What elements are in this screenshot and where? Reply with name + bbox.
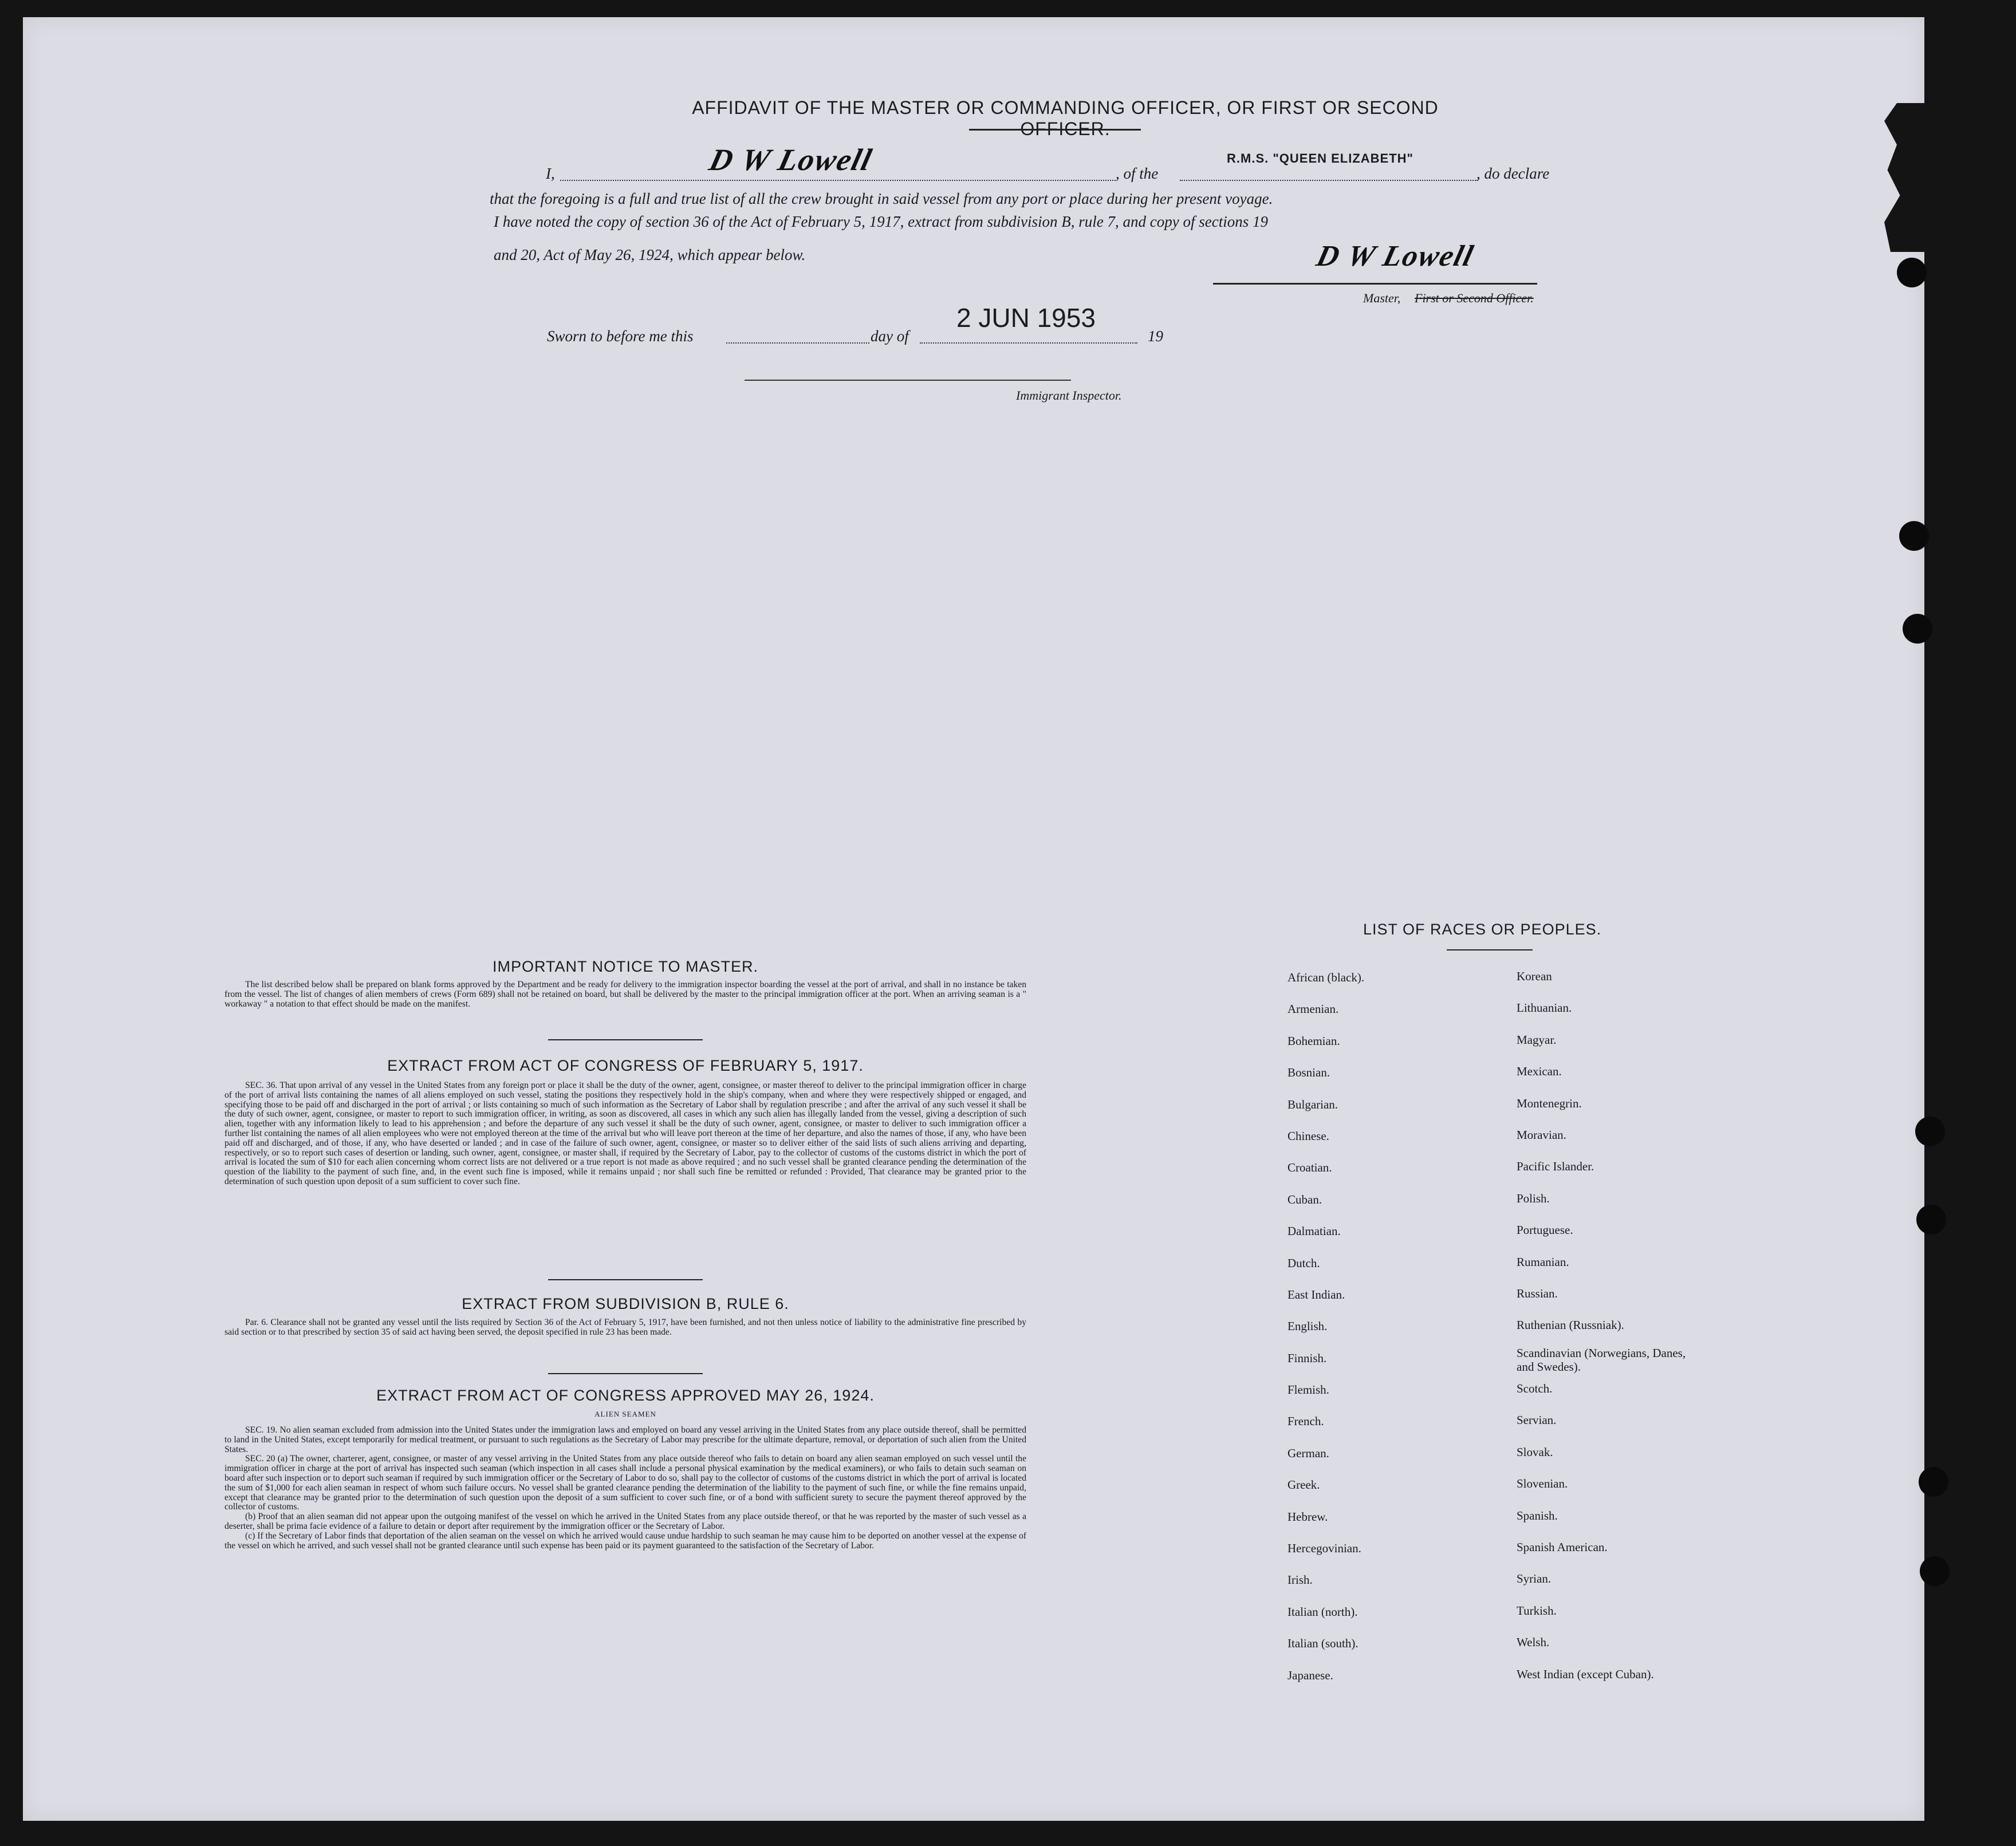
master-signature-mark: D W Lowell — [1313, 240, 1478, 273]
extract-1917-title: EXTRACT FROM ACT OF CONGRESS OF FEBRUARY 5, 1917. — [387, 1057, 864, 1074]
sec-20c: (c) If the Secretary of Labor finds that deportation of the alien seaman on the vessel on which he arrived would cause undue hardship to such seaman he may cause him to be deported on another vessel at the expense of the vessel on which he arrived, and such vessel shall not be granted clearance until such expense has been paid or its payment guaranteed to the satisfaction of the Secretary of Labor. — [225, 1531, 1026, 1551]
punch-hole — [1897, 258, 1927, 287]
race-item: Scandinavian (Norwegians, Danes, and Swedes). — [1517, 1346, 1686, 1374]
race-item: Irish. — [1287, 1573, 1313, 1587]
race-item: Japanese. — [1287, 1668, 1333, 1682]
inspector-signature-line — [745, 380, 1071, 381]
punch-hole — [1903, 614, 1932, 644]
race-item: French. — [1287, 1414, 1324, 1429]
inspector-label: Immigrant Inspector. — [1016, 388, 1122, 403]
races-title: LIST OF RACES OR PEOPLES. — [1363, 921, 1602, 938]
race-item: Servian. — [1517, 1413, 1557, 1427]
date-stamp: 2 JUN 1953 — [956, 303, 1096, 333]
declaration-line-3: and 20, Act of May 26, 1924, which appear below. — [494, 246, 806, 263]
punch-hole — [1919, 1467, 1948, 1497]
alien-seamen-subhead: ALIEN SEAMEN — [594, 1410, 656, 1418]
race-item: Russian. — [1517, 1286, 1558, 1300]
race-item: Polish. — [1517, 1191, 1550, 1205]
notice-title: IMPORTANT NOTICE TO MASTER. — [492, 958, 759, 975]
divider — [548, 1039, 703, 1040]
race-item: Bohemian. — [1287, 1034, 1340, 1048]
extract-1917-text: SEC. 36. That upon arrival of any vessel in the United States from any foreign port or place it shall be the duty of the owner, agent, consignee, or master thereof to deliver to the principal immigration officer in charge of the port of arrival lists containing the names of all aliens employed on such vessel, stating the positions they respectively hold in the ship's company, when and where they were respectively shipped or engaged, and specifying those to be paid off and discharged in the port of arrival ; or lists containing so much of such information as the Secretary of Labor shall by regulation prescribe ; and after the arrival of any such vessel it shall be the duty of such owner, agent, consignee, or master to report to such immigration officer, in writing, as soon as discovered, all cases in which any such alien has illegally landed from the vessel, giving a description of such alien, together with any information likely to lead to his apprehension ; and before the departure of any such vessel it shall be the duty of such owner, agent, consignee, or master to deliver to such immigration officer a further list containing the names of all alien employees who were not employed thereon at the time of the arrival but who will leave port thereon at the time of her departure, and also the names of those, if any, who have been paid off and discharged, and of those, if any, who have deserted or landed ; and in case of the failure of such owner, agent, consignee, or master so to deliver either of the said lists of such aliens arriving and departing, respectively, or so to report such cases of desertion or landing, such owner, agent, consignee, or master shall, if required by the Secretary of Labor, pay to the collector of customs of the customs district in which the port of arrival is located the sum of $10 for each alien concerning whom correct lists are not delivered or a true report is not made as above required ; and no such vessel shall be granted clearance pending the determination of the question of the liability to the payment of such fine, and, in the event such fine is imposed, while it remains unpaid ; nor shall such fine be remitted or refunded : Provided, That clearance may be granted prior to the determination of such question upon deposit of a sum sufficient to cover such fine. — [225, 1080, 1026, 1186]
name-line — [560, 180, 1116, 181]
subdivision-text: Par. 6. Clearance shall not be granted any vessel until the lists required by Section 36 of the Act of February 5, 1917, have been furnished, and not then unless notice of liability to the administrative fine prescribed by said section or to that prescribed by section 35 of said act having been served, the deposit specified in rule 23 has been made. — [225, 1318, 1026, 1337]
race-item: Portuguese. — [1517, 1223, 1573, 1237]
race-item: Flemish. — [1287, 1383, 1329, 1397]
race-item: East Indian. — [1287, 1287, 1345, 1301]
i-label: I, — [546, 165, 555, 182]
race-item: Slovenian. — [1517, 1477, 1568, 1491]
races-right-column — [1517, 961, 1706, 1690]
master-label: Master, — [1363, 291, 1401, 305]
punch-hole — [1915, 1117, 1945, 1146]
title-underline — [969, 129, 1141, 131]
race-item: Lithuanian. — [1517, 1001, 1572, 1015]
of-the-label: , of the — [1116, 165, 1159, 182]
race-item: Italian (south). — [1287, 1636, 1359, 1651]
race-item: Dutch. — [1287, 1256, 1320, 1270]
race-item: Welsh. — [1517, 1635, 1550, 1650]
punch-hole — [1920, 1556, 1950, 1586]
race-item: Croatian. — [1287, 1161, 1332, 1175]
punch-hole — [1899, 521, 1929, 551]
extract-1924-text — [225, 1426, 1026, 1551]
race-item: Turkish. — [1517, 1603, 1557, 1618]
extract-1924-title: EXTRACT FROM ACT OF CONGRESS APPROVED MAY 26, 1924. — [376, 1387, 875, 1404]
race-item: Rumanian. — [1517, 1255, 1569, 1269]
race-item: Hebrew. — [1287, 1509, 1328, 1524]
day-line — [726, 342, 869, 344]
divider — [548, 1279, 703, 1280]
race-item: Syrian. — [1517, 1572, 1552, 1586]
vessel-line — [1180, 180, 1478, 181]
struck-officer-label: First or Second Officer. — [1415, 291, 1534, 305]
vessel-name: R.M.S. "QUEEN ELIZABETH" — [1227, 151, 1413, 165]
race-item: Pacific Islander. — [1517, 1159, 1594, 1174]
day-of-label: day of — [871, 328, 909, 345]
race-item: Spanish American. — [1517, 1540, 1608, 1555]
race-item: Hercegovinian. — [1287, 1541, 1361, 1556]
race-item: Cuban. — [1287, 1192, 1322, 1206]
race-item: Korean — [1517, 969, 1552, 983]
sec-19: SEC. 19. No alien seaman excluded from admission into the United States under the immigration laws and employed on board any vessel arriving in the United States from any place outside thereof, shall be permitted to land in the United States, except temporarily for medical treatment, or pursuant to such regulations as the Secretary of Labor may prescribe for the ultimate departure, removal, or deportation of such alien from the United States. — [225, 1425, 1026, 1454]
race-item: West Indian (except Cuban). — [1517, 1667, 1654, 1681]
race-item: Spanish. — [1517, 1508, 1558, 1522]
race-item: Bulgarian. — [1287, 1097, 1338, 1111]
declaration-line-1: that the foregoing is a full and true list of all the crew brought in said vessel from any port or place during her present voyage. — [490, 190, 1273, 207]
race-item: Scotch. — [1517, 1382, 1553, 1396]
month-line — [920, 342, 1137, 344]
race-item: Greek. — [1287, 1478, 1320, 1492]
races-underline — [1447, 949, 1533, 950]
signature-line — [1213, 283, 1537, 285]
sec-20b: (b) Proof that an alien seaman did not appear upon the outgoing manifest of the vessel on which he arrived in the United States from any place outside thereof, or that he was reported by the master of such vessel as a deserter, shall be prima facie evidence of a failure to detain or deport after requirement by the immigration officer or the Secretary of Labor. — [225, 1512, 1026, 1531]
race-item: Montenegrin. — [1517, 1096, 1582, 1110]
race-item: Dalmatian. — [1287, 1224, 1341, 1238]
notice-text: The list described below shall be prepared on blank forms approved by the Department and be ready for delivery to the immigration inspector boarding the vessel at the port of arrival, and shall in no instance be taken from the vessel. The list of changes of alien members of crews (Form 689) shall not be retained on board, but shall be delivered by the master to the principal immigration officer at the port. When an arriving seaman is a " workaway " a notation to that effect should be made on the manifest. — [225, 980, 1026, 1009]
races-left-column — [1287, 962, 1364, 1691]
race-item: Finnish. — [1287, 1351, 1327, 1365]
year-label: 19 — [1148, 328, 1163, 345]
race-item: Bosnian. — [1287, 1066, 1330, 1080]
race-item: Ruthenian (Russniak). — [1517, 1318, 1624, 1332]
declare-label: , do declare — [1476, 165, 1550, 182]
divider — [548, 1373, 703, 1374]
race-item: English. — [1287, 1319, 1328, 1334]
race-item: Slovak. — [1517, 1445, 1553, 1459]
affidavit-title: AFFIDAVIT OF THE MASTER OR COMMANDING OFFICER, OR FIRST OR SECOND OFFICER. — [692, 97, 1439, 139]
race-item: Armenian. — [1287, 1002, 1339, 1016]
race-item: Moravian. — [1517, 1127, 1566, 1142]
race-item: Magyar. — [1517, 1032, 1557, 1047]
race-item: Italian (north). — [1287, 1604, 1358, 1619]
subdivision-title: EXTRACT FROM SUBDIVISION B, RULE 6. — [462, 1295, 789, 1312]
sec-20a: SEC. 20 (a) The owner, charterer, agent, consignee, or master of any vessel arriving in the United States from any place outside thereof who fails to detain on board any alien seaman employed on such vessel until the immigration officer in charge at the port of arrival has inspected such seaman (which inspection in all cases shall include a personal physical examination by the medical examiners), or who fails to detain such seaman on board after such inspection or to deport such seaman if required by such immigration officer or the Secretary of Labor to do so, shall pay to the collector of customs of the customs district in which the port of arrival is located the sum of $1,000 for each alien seaman in respect of whom such failure occurs. No vessel shall be granted clearance pending the determination of the liability to the payment of such fine, or while the fine remains unpaid, except that clearance may be granted prior to the determination of such question upon the deposit of a sum sufficient to cover such fine, or of a bond with sufficient surety to secure the payment thereof approved by the collector of customs. — [225, 1454, 1026, 1512]
race-item: African (black). — [1287, 971, 1365, 984]
race-item: German. — [1287, 1446, 1329, 1460]
master-signature: D W Lowell — [706, 143, 876, 177]
punch-hole — [1916, 1205, 1946, 1234]
sworn-label: Sworn to before me this — [547, 328, 694, 345]
declaration-line-2: I have noted the copy of section 36 of the Act of February 5, 1917, extract from subdivision B, rule 7, and copy of sections 19 — [494, 213, 1268, 230]
race-item: Chinese. — [1287, 1129, 1329, 1143]
race-item: Mexican. — [1517, 1064, 1562, 1079]
